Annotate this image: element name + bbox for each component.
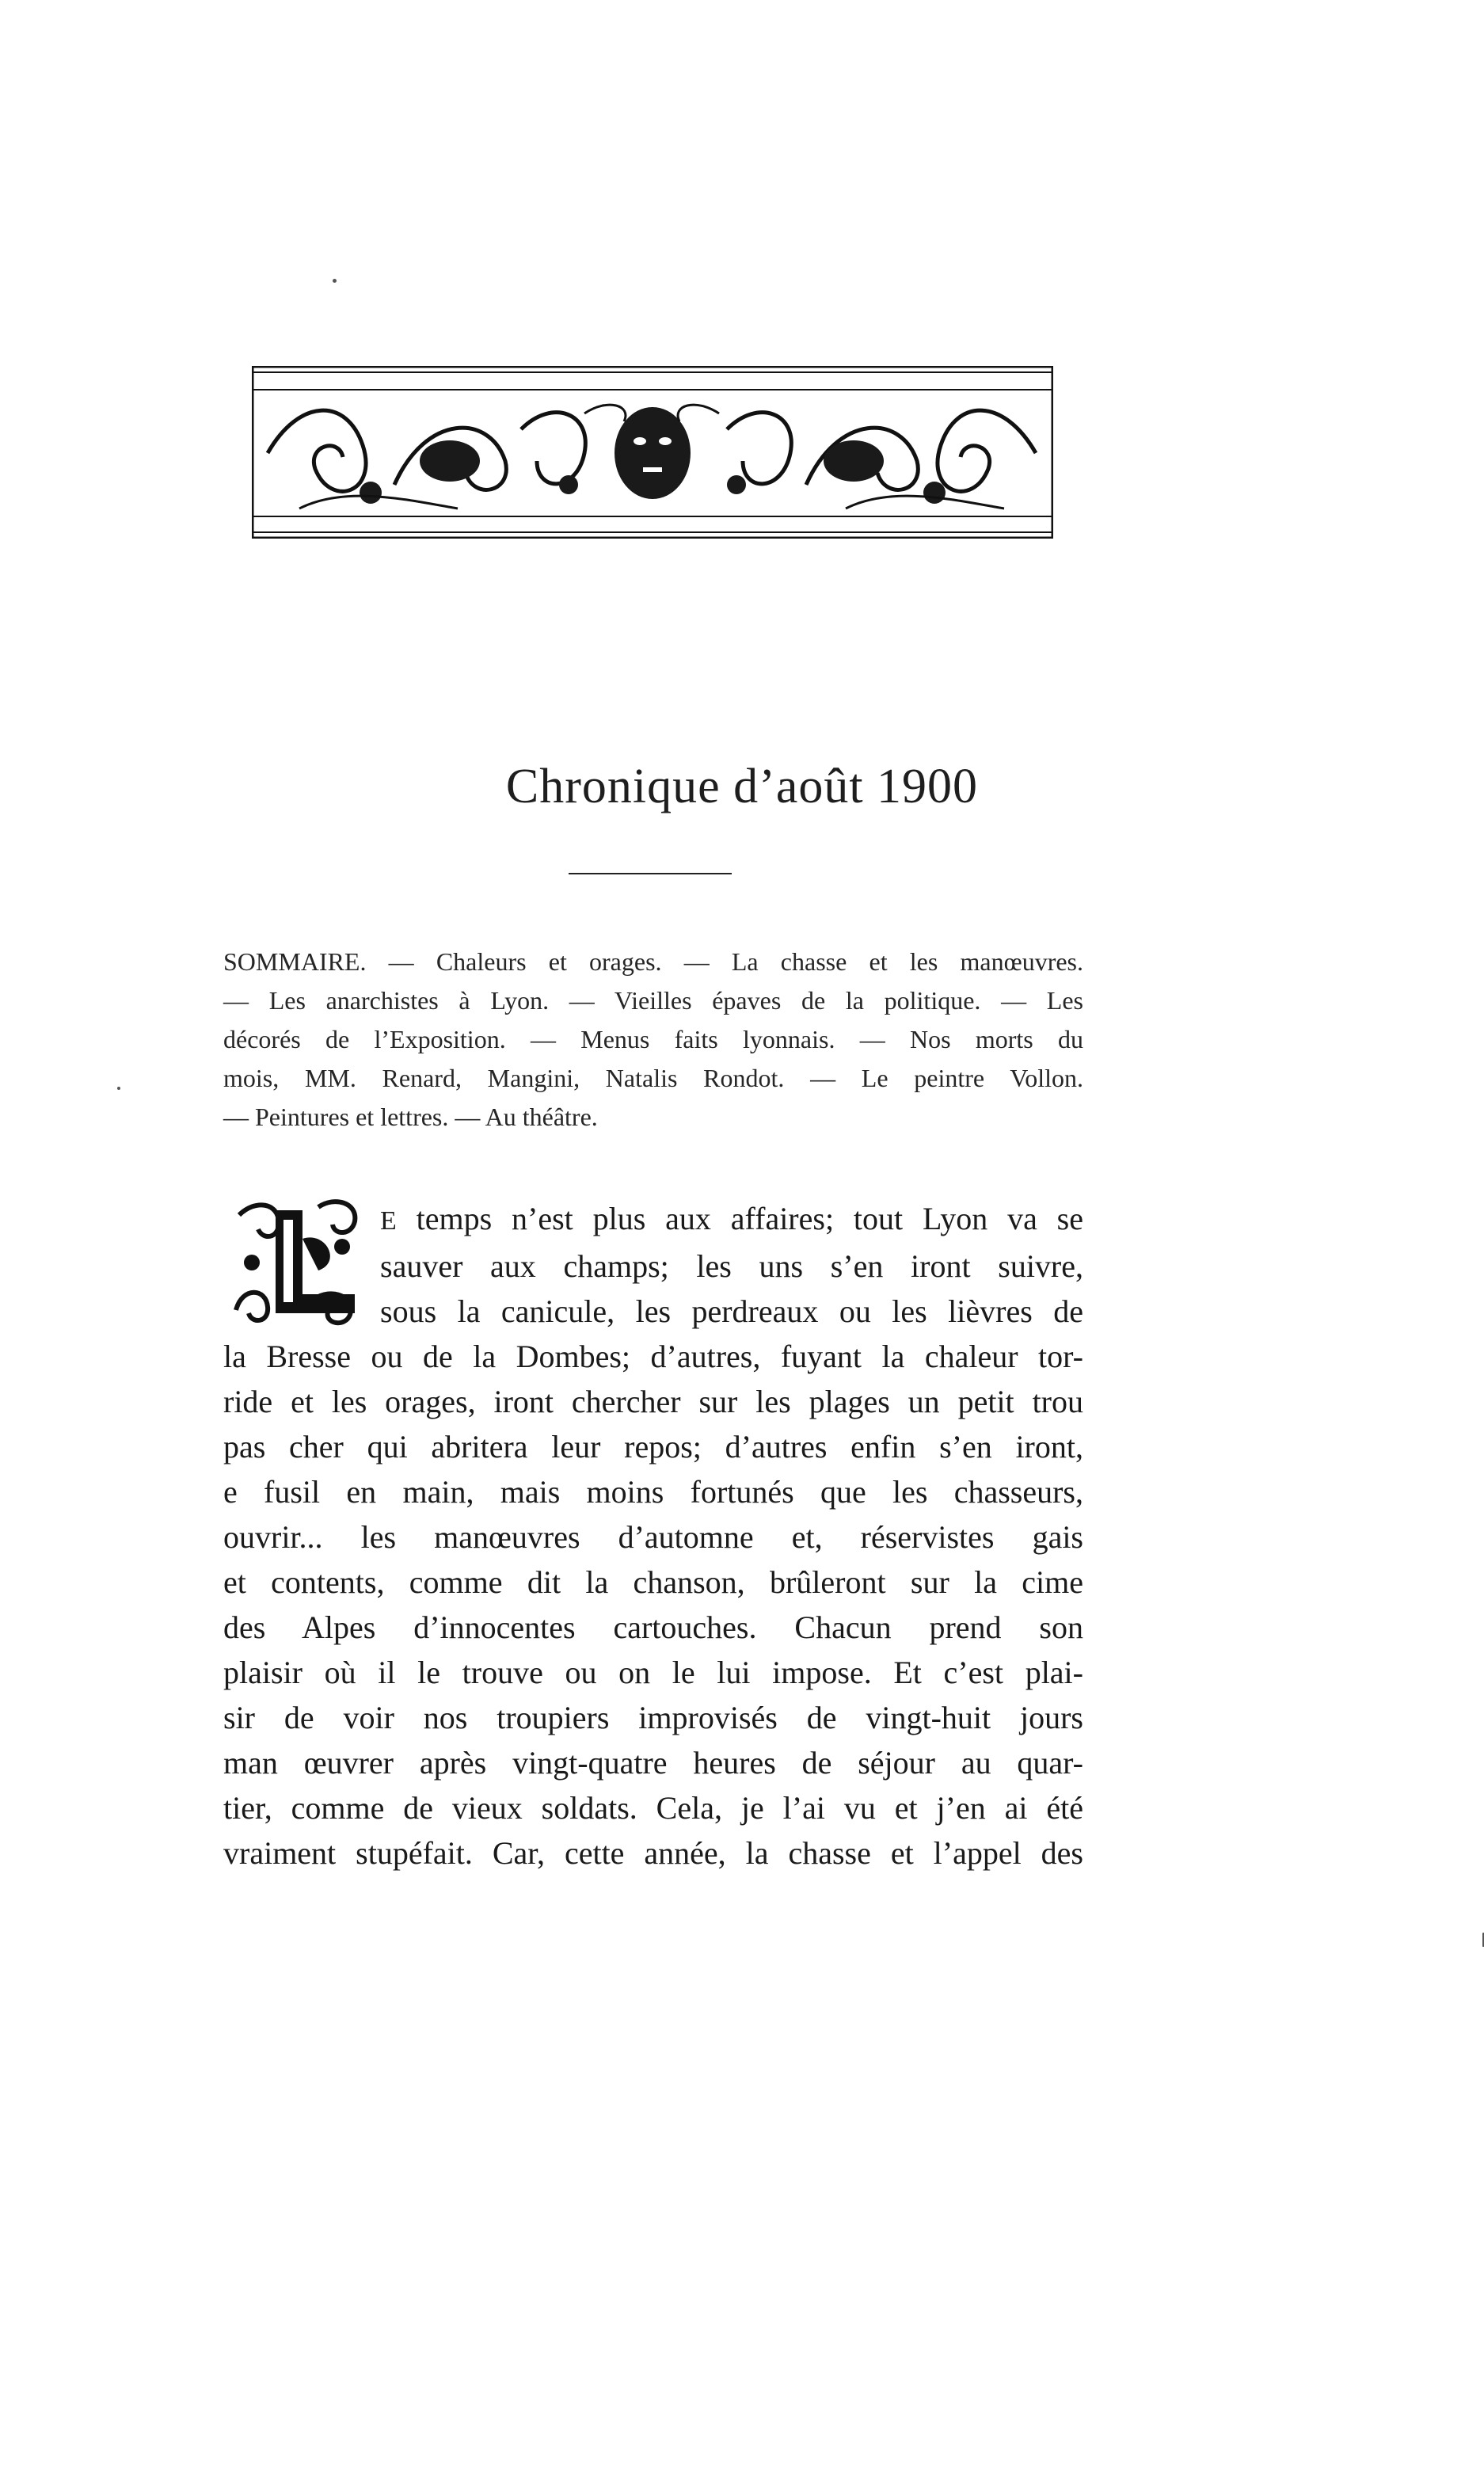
summary-line: SOMMAIRE. — Chaleurs et orages. — La chasse et les manœuvres. [223,947,1083,976]
body-line: e fusil en main, mais moins fortunés que les chasseurs, [223,1474,1083,1510]
body-line: man œuvrer après vingt-quatre heures de séjour au quar- [223,1745,1083,1781]
title-divider [569,873,732,874]
body-text [223,1196,1083,1876]
body-line: ouvrir... les manœuvres d’automne et, réservistes gais [223,1519,1083,1555]
body-line: des Alpes d’innocentes cartouches. Chacun prend son [223,1609,1083,1645]
body-line: vraiment stupéfait. Car, cette année, la chasse et l’appel des [223,1835,1083,1871]
body-line: sauver aux champs; les uns s’en iront suivre, [380,1248,1083,1284]
body-line: ride et les orages, iront chercher sur les plages un petit trou [223,1384,1083,1419]
ornamental-frieze-icon [252,366,1053,539]
body-line: tier, comme de vieux soldats. Cela, je l’ai vu et j’en ai été [223,1790,1083,1826]
body-line: E temps n’est plus aux affaires; tout Lyon va se [380,1201,1083,1236]
scan-speck [333,279,337,283]
body-line: pas cher qui abritera leur repos; d’autres enfin s’en iront, [223,1429,1083,1465]
body-line: la Bresse ou de la Dombes; d’autres, fuyant la chaleur tor- [223,1339,1083,1374]
body-line: sous la canicule, les perdreaux ou les lièvres de [380,1293,1083,1329]
summary-block [223,943,1083,1137]
scan-speck [117,1087,120,1090]
summary-line: mois, MM. Renard, Mangini, Natalis Rondot. — Le peintre Vollon. [223,1064,1083,1092]
body-line: plaisir où il le trouve ou on le lui impose. Et c’est plai- [223,1655,1083,1690]
summary-line: — Les anarchistes à Lyon. — Vieilles épaves de la politique. — Les [223,986,1083,1015]
body-line: et contents, comme dit la chanson, brûleront sur la cime [223,1564,1083,1600]
summary-line: décorés de l’Exposition. — Menus faits lyonnais. — Nos morts du [223,1025,1083,1053]
small-cap-letter: E [380,1206,397,1236]
page-title: Chronique d’août 1900 [505,760,979,813]
summary-line: — Peintures et lettres. — Au théâtre. [223,1103,598,1131]
body-line: sir de voir nos troupiers improvisés de vingt-huit jours [223,1700,1083,1735]
